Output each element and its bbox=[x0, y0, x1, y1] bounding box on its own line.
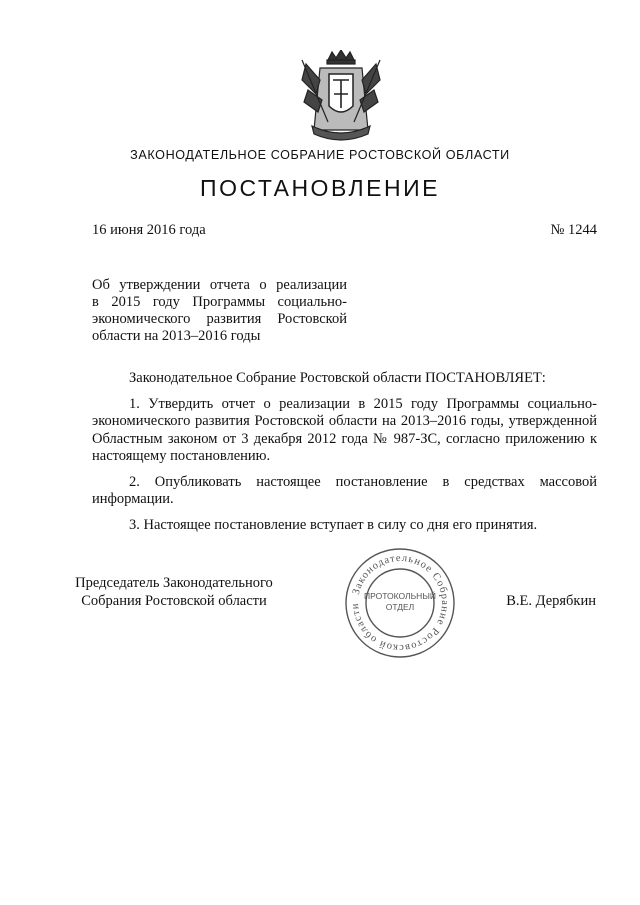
document-number: № 1244 bbox=[550, 222, 597, 238]
signatory-position-line: Собрания Ростовской области bbox=[81, 592, 267, 609]
subject-line: экономического развития Ростовской bbox=[92, 311, 347, 327]
rostov-coat-of-arms-icon bbox=[298, 50, 384, 142]
signatory-name: В.Е. Дерябкин bbox=[506, 593, 596, 609]
subject-line: в 2015 году Программы социально- bbox=[92, 294, 347, 310]
document-title: ПОСТАНОВЛЕНИЕ bbox=[200, 175, 440, 201]
document-date: 16 июня 2016 года bbox=[92, 222, 206, 238]
organization-name: ЗАКОНОДАТЕЛЬНОЕ СОБРАНИЕ РОСТОВСКОЙ ОБЛАСТИ bbox=[130, 148, 510, 162]
resolution-item: 3. Настоящее постановление вступает в силу со дня его принятия. bbox=[129, 516, 538, 533]
stamp-ring-text: Законодательное Собрание Ростовской области bbox=[349, 552, 451, 654]
subject-line: области на 2013–2016 годы bbox=[92, 328, 261, 344]
official-stamp bbox=[344, 547, 456, 659]
document-body bbox=[92, 370, 597, 542]
signatory-position-line: Председатель Законодательного bbox=[75, 575, 273, 591]
resolution-item: 2. Опубликовать настоящее постановление в средствах массовой информации. bbox=[92, 473, 597, 507]
subject-line: Об утверждении отчета о реализации bbox=[92, 277, 347, 293]
document-subject bbox=[92, 277, 347, 345]
stamp-center-line1: ПРОТОКОЛЬНЫЙ bbox=[364, 591, 436, 601]
preamble: Законодательное Собрание Ростовской области ПОСТАНОВЛЯЕТ: bbox=[129, 370, 546, 386]
resolution-item: 1. Утвердить отчет о реализации в 2015 году Программы социально-экономического развития Ростовской области на 2013–2016 годы, утвержденной Областным законом от 3 декабря 2012 года № 987-ЗС, согласно приложению к настоящему постановлению. bbox=[92, 395, 597, 464]
stamp-center-line2: ОТДЕЛ bbox=[385, 602, 415, 612]
signatory-position bbox=[64, 575, 284, 610]
